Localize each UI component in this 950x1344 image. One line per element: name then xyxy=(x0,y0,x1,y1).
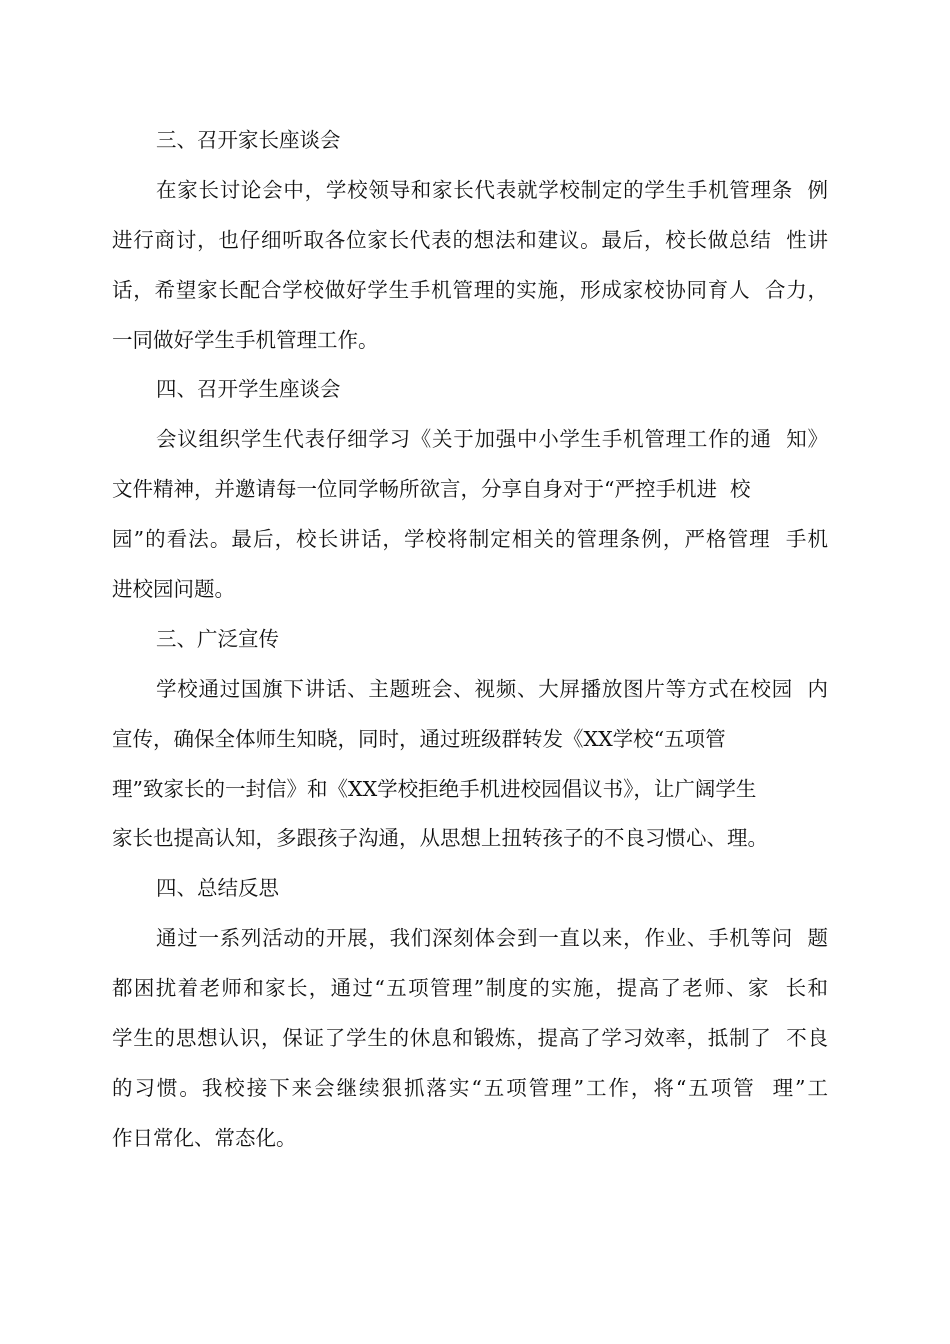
paragraph-line: 理”致家长的一封信》和《XX学校拒绝手机进校园倡议书》，让广阔学生 xyxy=(112,776,757,801)
section-heading: 四、召开学生座谈会 xyxy=(156,377,341,402)
section-heading: 三、召开家长座谈会 xyxy=(156,128,341,152)
paragraph-line: 进校园问题。 xyxy=(112,577,235,602)
paragraph-line: 家长也提高认知，多跟孩子沟通，从思想上扭转孩子的不良习惯心、理。 xyxy=(112,826,768,851)
paragraph-line: 宣传，确保全体师生知晓，同时，通过班级群转发《XX学校“五项管 xyxy=(112,726,726,751)
section-heading: 四、总结反思 xyxy=(156,876,279,901)
paragraph-line: 文件精神，并邀请每一位同学畅所欲言，分享自身对于“严控手机进 校 xyxy=(112,477,751,502)
paragraph-line: 园”的看法。最后，校长讲话，学校将制定相关的管理条例，严格管理 手机 xyxy=(112,527,828,552)
paragraph-line: 通过一系列活动的开展，我们深刻体会到一直以来，作业、手机等问 题 xyxy=(156,926,828,951)
paragraph-line: 在家长讨论会中，学校领导和家长代表就学校制定的学生手机管理条 例 xyxy=(156,177,828,202)
section-heading: 三、广泛宣传 xyxy=(156,626,279,651)
paragraph-line: 作日常化、常态化。 xyxy=(112,1125,297,1150)
paragraph-line: 一同做好学生手机管理工作。 xyxy=(112,327,379,352)
paragraph-line: 学生的思想认识，保证了学生的休息和锻炼，提高了学习效率，抵制了 不良 xyxy=(112,1026,828,1051)
paragraph-line: 都困扰着老师和家长，通过“五项管理”制度的实施，提高了老师、家 长和 xyxy=(112,976,828,1001)
paragraph-line: 话，希望家长配合学校做好学生手机管理的实施，形成家校协同育人 合力， xyxy=(112,277,828,302)
paragraph-line: 会议组织学生代表仔细学习《关于加强中小学生手机管理工作的通 知》 xyxy=(156,427,828,452)
document-body xyxy=(112,116,828,1164)
paragraph-line: 进行商讨，也仔细听取各位家长代表的想法和建议。最后，校长做总结 性讲 xyxy=(112,227,828,252)
paragraph-line: 学校通过国旗下讲话、主题班会、视频、大屏播放图片等方式在校园 内 xyxy=(156,676,828,701)
paragraph-line: 的习惯。我校接下来会继续狠抓落实“五项管理”工作，将“五项管 理”工 xyxy=(112,1075,828,1100)
